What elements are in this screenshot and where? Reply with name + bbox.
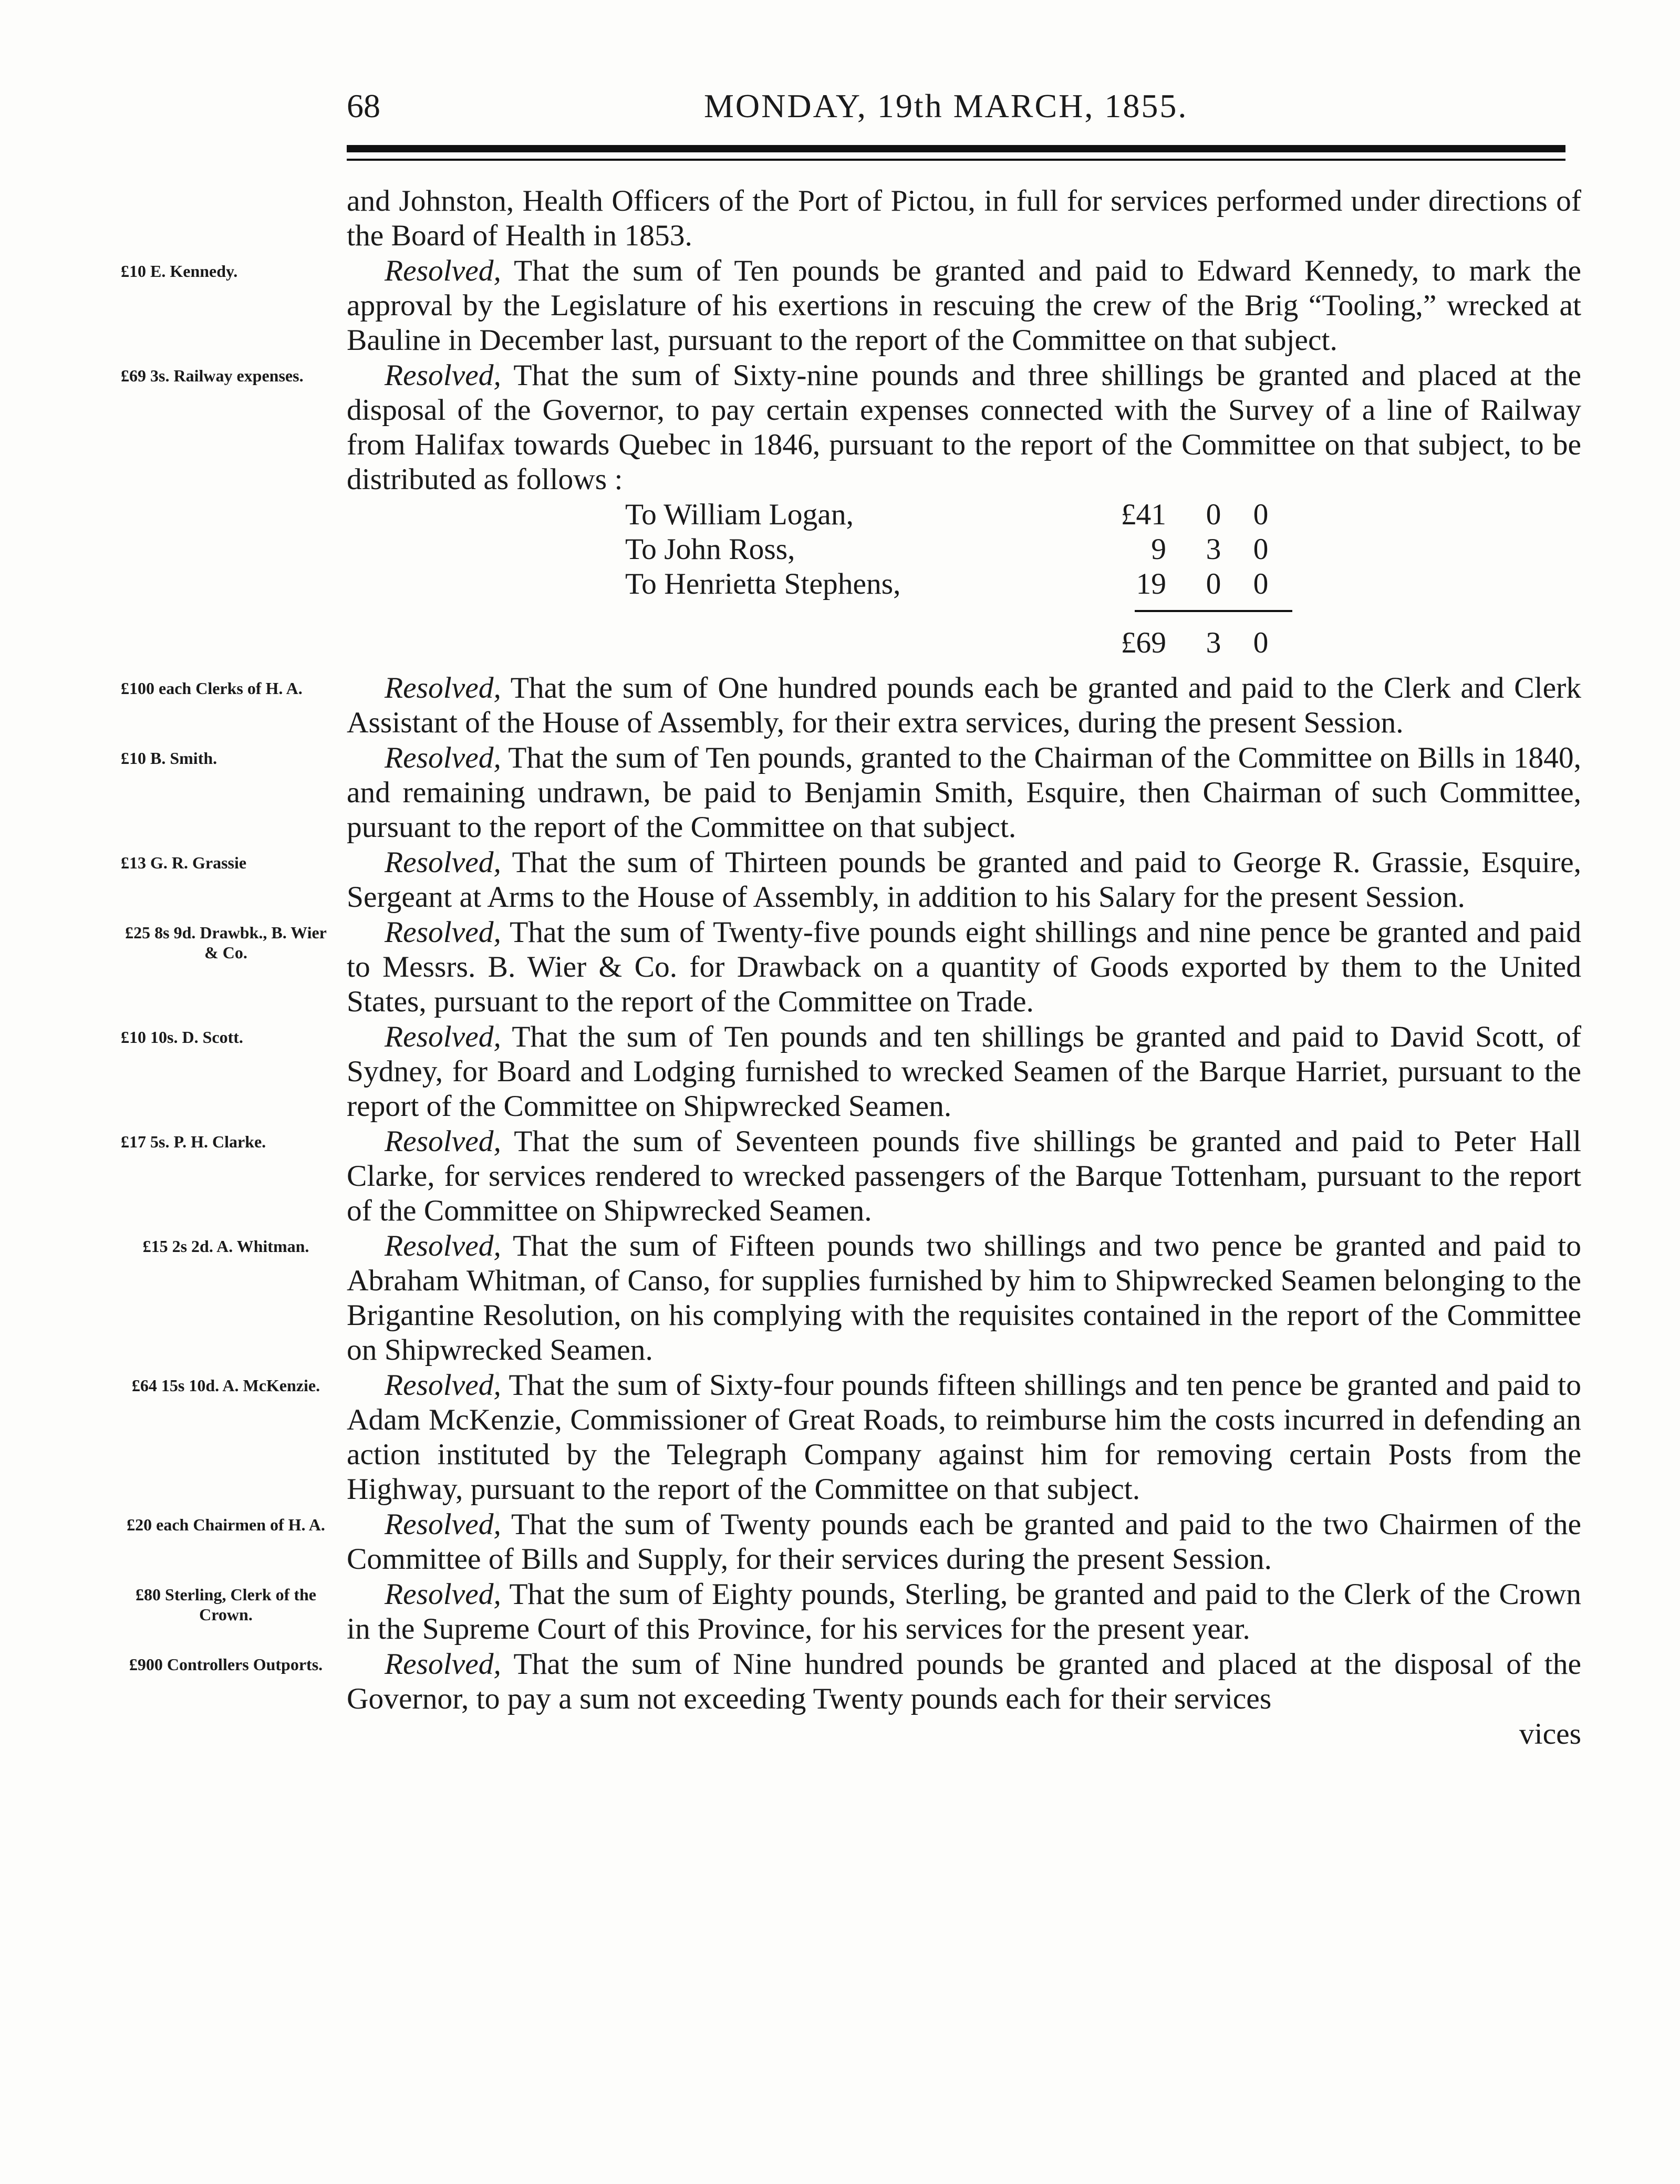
- payee-name: To John Ross,: [625, 533, 795, 566]
- paragraph-resolution: [121, 1020, 1581, 1124]
- paragraph-resolution: [127, 1507, 1581, 1577]
- resolved-word: Resolved,: [385, 1020, 501, 1053]
- pounds: 9: [1151, 533, 1166, 566]
- payee-name: To Henrietta Stephens,: [625, 567, 901, 601]
- pence: 0: [1253, 498, 1269, 531]
- distribution-total: [625, 626, 1308, 660]
- paragraph-resolution: [125, 915, 1581, 1019]
- pence: 0: [1253, 567, 1269, 601]
- distribution-row: [625, 567, 1308, 602]
- paragraph-resolution: [129, 1647, 1581, 1716]
- header-rule-thick: [347, 145, 1565, 152]
- resolved-word: Resolved,: [385, 741, 501, 774]
- resolved-word: Resolved,: [385, 916, 501, 949]
- paragraph-text: That the sum of Sixty-four pounds fifteen shillings and ten pence be granted and paid to Adam McKenzie, Commissioner of Great Roads, to reimburse him the costs incurred in defending an action instituted by the Telegraph Company against him for removing certain Posts from the Highway, pursuant to the report of the Committee on that subject.: [347, 1369, 1581, 1506]
- paragraph-resolution: [131, 1368, 1581, 1507]
- header-rule-thin: [347, 159, 1565, 161]
- pounds: 19: [1136, 567, 1166, 601]
- resolved-word: Resolved,: [385, 359, 501, 392]
- total-pence: 0: [1253, 626, 1269, 659]
- paragraph-text: That the sum of Seventeen pounds five shillings be granted and paid to Peter Hall Clarke, for services rendered to wrecked passengers of the Barque Tottenham, pursuant to the report of the Committee on Shipwrecked Seamen.: [347, 1125, 1581, 1227]
- paragraph-text: and Johnston, Health Officers of the Port of Pictou, in full for services performed under directions of the Board of Health in 1853.: [347, 184, 1581, 252]
- margin-note: £10 E. Kennedy.: [121, 262, 238, 281]
- pounds: £41: [1121, 498, 1166, 531]
- resolved-word: Resolved,: [385, 1508, 501, 1541]
- paragraph-text: That the sum of One hundred pounds each be granted and paid to the Clerk and Clerk Assistant of the House of Assembly, for their extra services, during the present Session.: [347, 671, 1581, 739]
- resolved-word: Resolved,: [385, 671, 501, 705]
- paragraph-resolution: [121, 671, 1581, 740]
- margin-note: £17 5s. P. H. Clarke.: [121, 1132, 266, 1151]
- distribution-table: [347, 498, 1581, 671]
- paragraph-resolution: [121, 358, 1581, 497]
- margin-note: £20 each Chairmen of H. A.: [127, 1515, 325, 1534]
- paragraph-resolution: [121, 741, 1581, 845]
- total-shillings: 3: [1206, 626, 1221, 659]
- page-header: [347, 87, 1565, 129]
- margin-note: £25 8s 9d. Drawbk., B. Wier & Co.: [125, 923, 327, 962]
- shillings: 3: [1206, 533, 1221, 566]
- shillings: 0: [1206, 498, 1221, 531]
- body-text: [121, 184, 1582, 1752]
- margin-note: £80 Sterling, Clerk of the Crown.: [136, 1585, 316, 1624]
- running-head: MONDAY, 19th MARCH, 1855.: [704, 87, 1188, 125]
- margin-note: £69 3s. Railway expenses.: [121, 366, 304, 385]
- paragraph-text: That the sum of Eighty pounds, Sterling, be granted and paid to the Clerk of the Crown in the Supreme Court of this Province, for his services for the present year.: [347, 1578, 1581, 1645]
- margin-note: £10 10s. D. Scott.: [121, 1028, 243, 1047]
- resolved-word: Resolved,: [385, 1229, 501, 1262]
- payee-name: To William Logan,: [625, 498, 854, 531]
- paragraph-text: That the sum of Sixty-nine pounds and three shillings be granted and placed at the disposal of the Governor, to pay certain expenses connected with the Survey of a line of Railway from Halifax towards Quebec in 1846, pursuant to the report of the Committee on that subject, to be distributed as follows :: [347, 359, 1581, 496]
- distribution-row: [625, 532, 1308, 567]
- margin-note: £100 each Clerks of H. A.: [121, 679, 303, 698]
- margin-note: £900 Controllers Outports.: [129, 1655, 323, 1674]
- paragraph-resolution: [142, 1229, 1581, 1368]
- paragraph-text: That the sum of Ten pounds and ten shillings be granted and paid to David Scott, of Sydney, for Board and Lodging furnished to wrecked Seamen of the Barque Harriet, pursuant to the report of the Committee on Shipwrecked Seamen.: [347, 1020, 1581, 1123]
- paragraph-text: That the sum of Ten pounds be granted and paid to Edward Kennedy, to mark the approval by the Legislature of his exertions in rescuing the crew of the Brig “Tooling,” wrecked at Bauline in December last, pursuant to the report of the Committee on that subject.: [347, 254, 1582, 357]
- paragraph-text: That the sum of Thirteen pounds be granted and paid to George R. Grassie, Esquire, Sergeant at Arms to the House of Assembly, in addition to his Salary for the present Session.: [347, 846, 1581, 914]
- paragraph-resolution: [121, 845, 1581, 915]
- paragraph-text: That the sum of Nine hundred pounds be granted and placed at the disposal of the Governor, to pay a sum not exceeding Twenty pounds each for their services: [347, 1648, 1581, 1715]
- resolved-word: Resolved,: [385, 1578, 501, 1611]
- paragraph-text: That the sum of Twenty-five pounds eight shillings and nine pence be granted and paid to Messrs. B. Wier & Co. for Drawback on a quantity of Goods exported by them to the United States, pursuant to the report of the Committee on Trade.: [347, 916, 1581, 1018]
- resolved-word: Resolved,: [385, 254, 501, 287]
- margin-note: £15 2s 2d. A. Whitman.: [142, 1237, 309, 1256]
- pence: 0: [1253, 533, 1269, 566]
- margin-note: £10 B. Smith.: [121, 749, 217, 768]
- resolved-word: Resolved,: [385, 846, 501, 879]
- page-number: 68: [347, 87, 380, 125]
- paragraph-text: That the sum of Ten pounds, granted to the Chairman of the Committee on Bills in 1840, and remaining undrawn, be paid to Benjamin Smith, Esquire, then Chairman of such Committee, pursuant to the report of the Committee on that subject.: [347, 741, 1581, 844]
- margin-note: £13 G. R. Grassie: [121, 853, 247, 872]
- resolved-word: Resolved,: [385, 1125, 501, 1158]
- paragraph-resolution: [121, 254, 1582, 358]
- paragraph-text: That the sum of Twenty pounds each be granted and paid to the two Chairmen of the Committee of Bills and Supply, for their services during the present Session.: [347, 1508, 1581, 1576]
- shillings: 0: [1206, 567, 1221, 601]
- paragraph-resolution: [121, 1124, 1581, 1228]
- resolved-word: Resolved,: [385, 1648, 501, 1681]
- margin-note: £64 15s 10d. A. McKenzie.: [131, 1376, 320, 1395]
- resolved-word: Resolved,: [385, 1369, 501, 1402]
- paragraph-resolution: [136, 1577, 1581, 1647]
- paragraph-text: That the sum of Fifteen pounds two shillings and two pence be granted and paid to Abraham Whitman, of Canso, for supplies furnished by him to Shipwrecked Seamen belonging to the Brigantine Resolution, on his complying with the requisites contained in the report of the Committee on Shipwrecked Seamen.: [347, 1229, 1581, 1367]
- distribution-row: [625, 498, 1308, 532]
- total-pounds: £69: [1121, 626, 1166, 659]
- total-rule: [1135, 610, 1292, 612]
- paragraph-continuation: [347, 184, 1581, 253]
- catchword: vices: [1519, 1717, 1581, 1751]
